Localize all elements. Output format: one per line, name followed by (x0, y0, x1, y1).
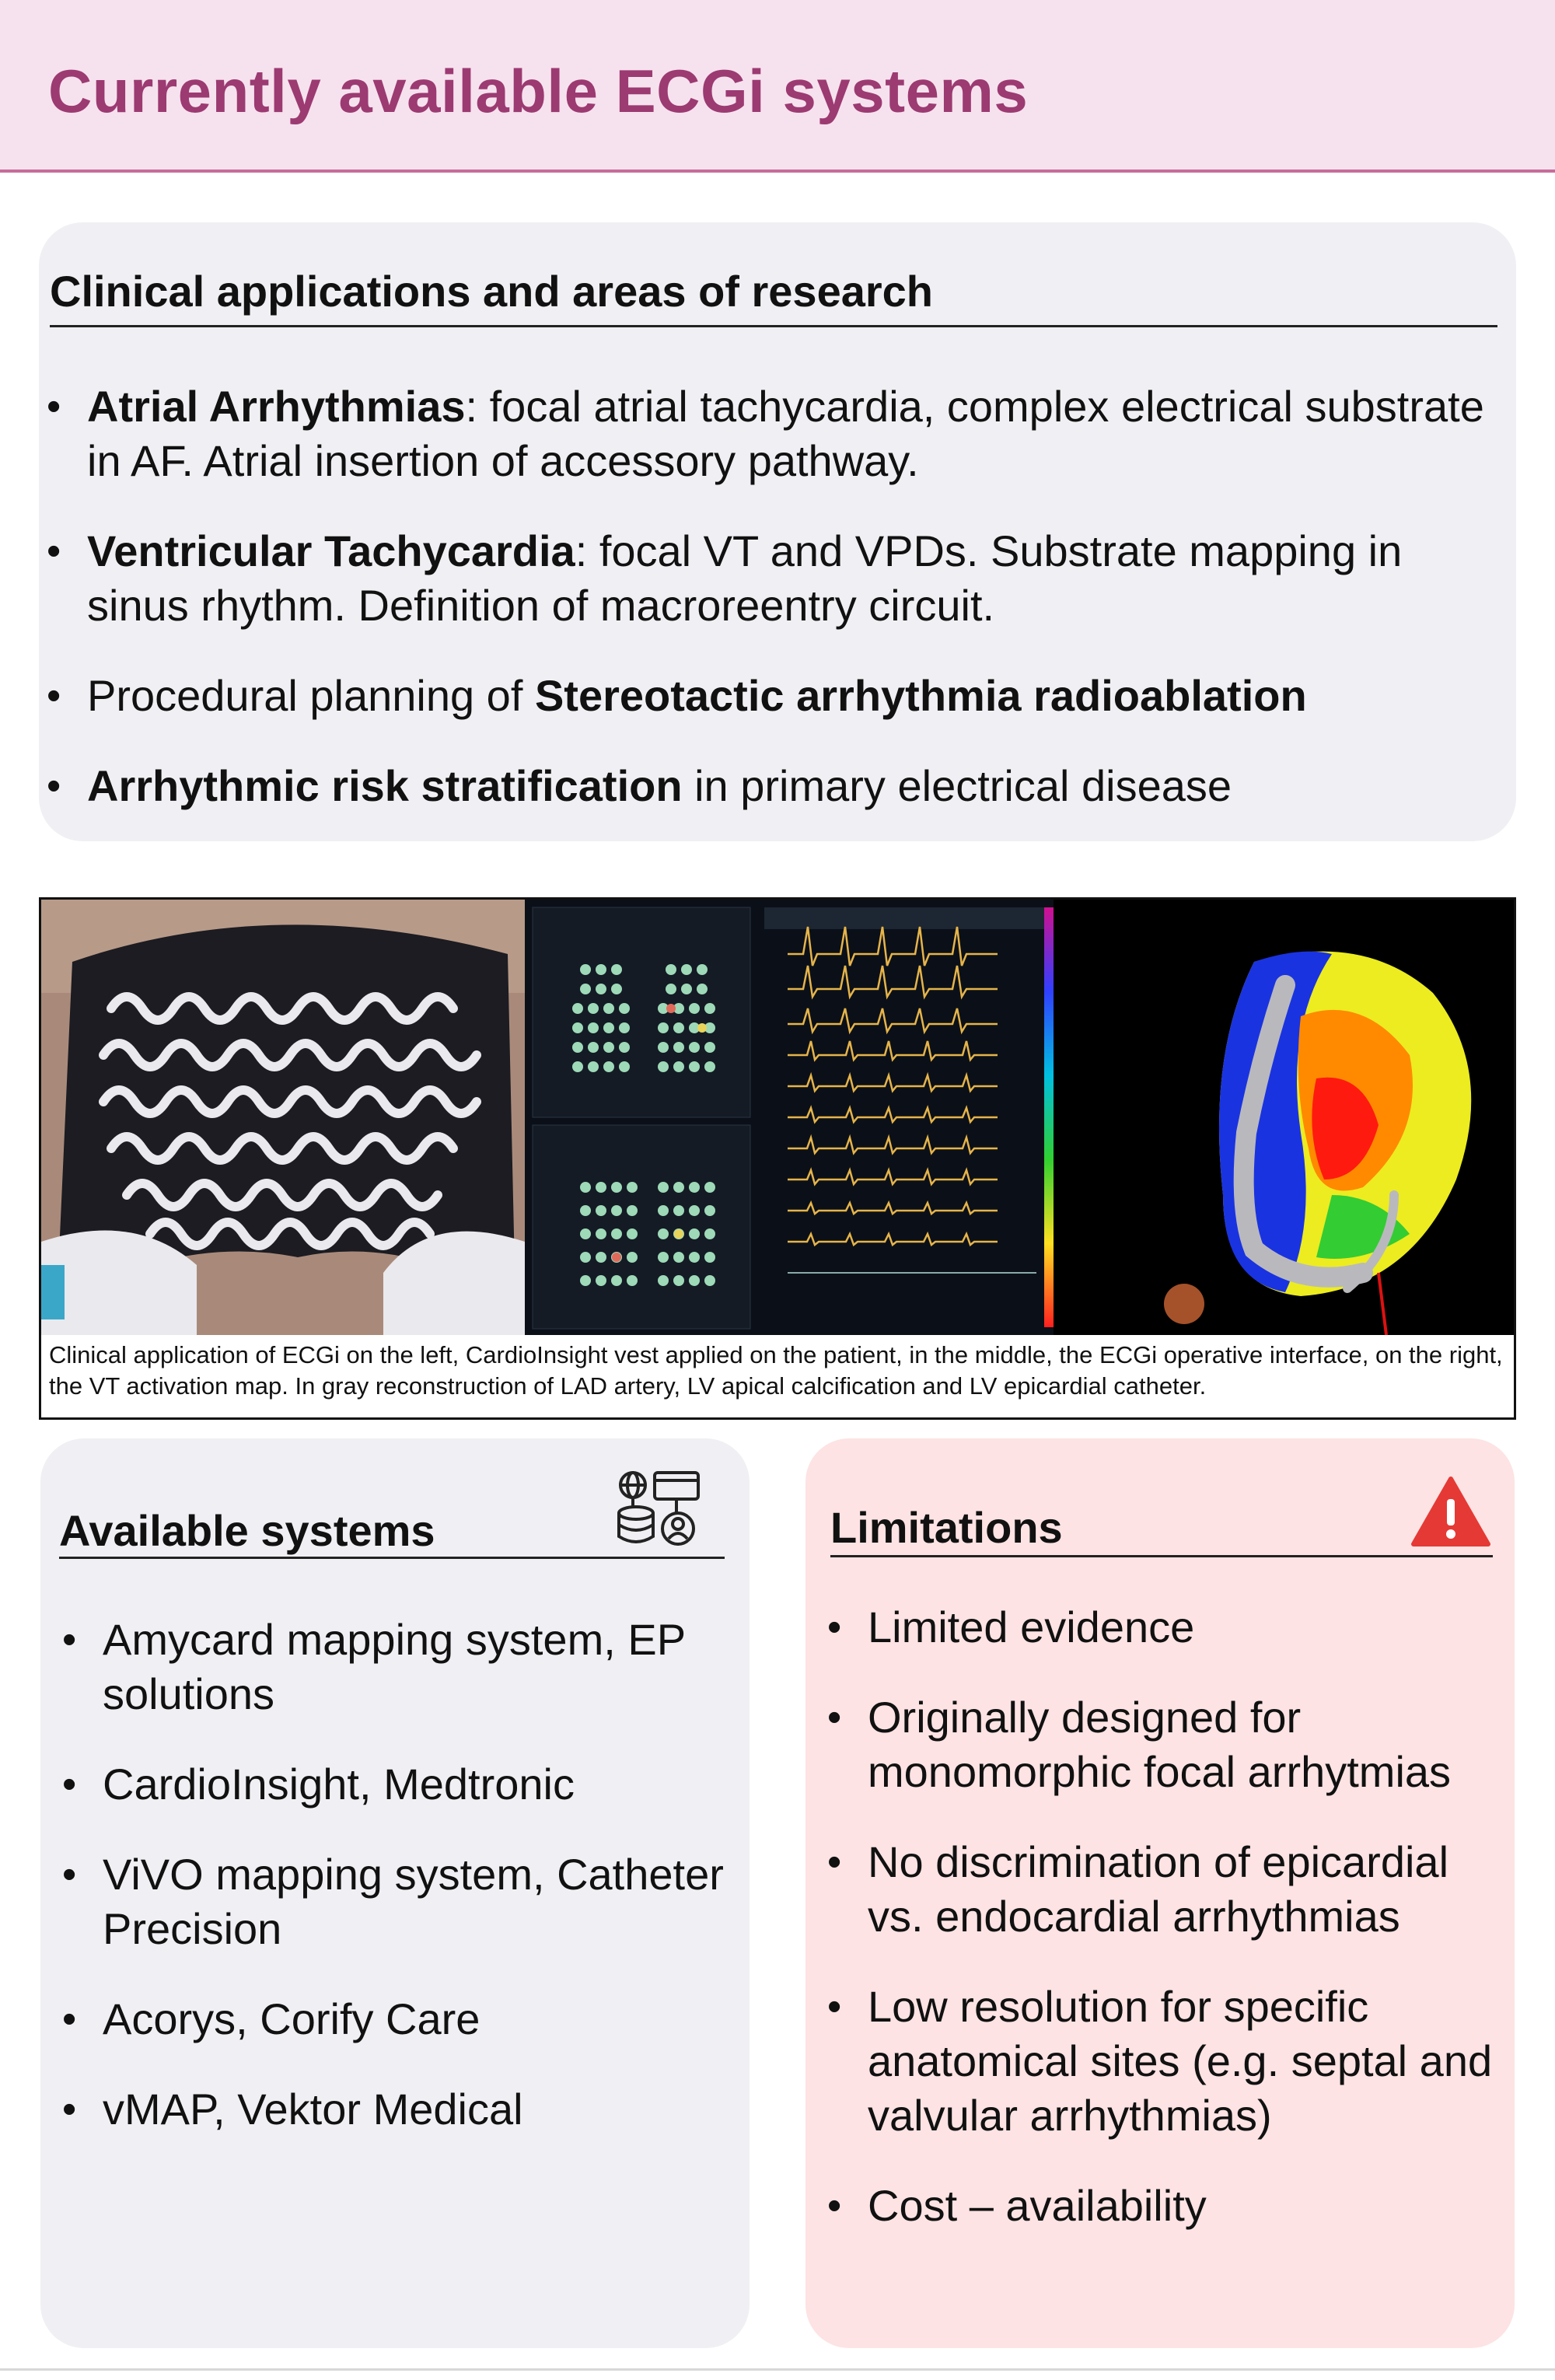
limitation-item: • Originally designed for monomorphic focal arrhytmias (821, 1690, 1505, 1799)
clinical-item-radioablation: • Procedural planning of Stereotactic arrhythmia radioablation (40, 669, 1487, 723)
clinical-item-risk: • Arrhythmic risk stratification in primary electrical disease (40, 759, 1487, 813)
limitations-heading-rule (830, 1555, 1493, 1557)
system-item: • Acorys, Corify Care (56, 1992, 740, 2046)
limitation-item: • Low resolution for specific anatomical sites (e.g. septal and valvular arrhythmias) (821, 1980, 1505, 2143)
figure-images (41, 900, 1514, 1335)
clinical-item-ventricular: • Ventricular Tachycardia: focal VT and VPDs. Substrate mapping in sinus rhythm. Definition of macroreentry circuit. (40, 524, 1487, 633)
clinical-item-atrial: • Atrial Arrhythmias: focal atrial tachycardia, complex electrical substrate in AF. Atrial insertion of accessory pathway. (40, 379, 1487, 488)
figure-panel (39, 897, 1516, 1420)
system-item: • Amycard mapping system, EP solutions (56, 1613, 740, 1721)
database-network-icon (613, 1466, 706, 1552)
limitation-item: • No discrimination of epicardial vs. endocardial arrhythmias (821, 1835, 1505, 1944)
page-title: Currently available ECGi systems (48, 57, 1029, 125)
limitation-item: • Cost – availability (821, 2179, 1505, 2233)
systems-heading-rule (59, 1557, 725, 1559)
systems-heading: Available systems (59, 1506, 435, 1555)
system-item: • vMAP, Vektor Medical (56, 2082, 740, 2137)
vest-photo (41, 900, 525, 1335)
bottom-divider (0, 2368, 1555, 2371)
page-header (0, 0, 1555, 173)
vt-activation-map (1054, 900, 1514, 1335)
clinical-list (40, 379, 1487, 849)
figure-illustration (41, 900, 1514, 1335)
warning-triangle-icon (1410, 1476, 1491, 1547)
clinical-heading-rule (50, 325, 1497, 327)
limitation-item: • Limited evidence (821, 1600, 1505, 1655)
system-item: • ViVO mapping system, Catheter Precision (56, 1847, 740, 1956)
systems-list (56, 1613, 740, 2172)
clinical-heading: Clinical applications and areas of research (50, 267, 933, 316)
limitations-heading: Limitations (830, 1503, 1063, 1552)
figure-caption: Clinical application of ECGi on the left, CardioInsight vest applied on the patient, in the middle, the ECGi operative interface, on the right, the VT activation map. In gray reconstruction of LAD artery, LV apical calcification and LV epicardial catheter. (49, 1341, 1503, 1400)
limitations-list (821, 1600, 1505, 2269)
system-item: • CardioInsight, Medtronic (56, 1757, 740, 1812)
operative-interface (525, 900, 1055, 1335)
